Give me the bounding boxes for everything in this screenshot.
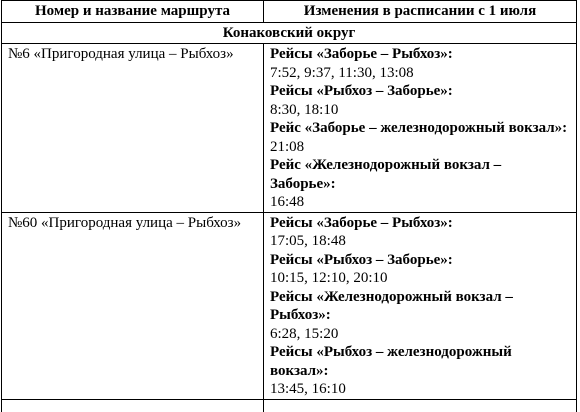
trip-title: Рейс «Заборье – железнодорожный вокзал»: [270,120,568,136]
table-row-continuation [2,399,577,412]
header-changes: Изменения в расписании с 1 июля [264,1,577,23]
trip-title: Рейсы «Рыбхоз – Заборье»: [270,83,453,99]
header-route: Номер и название маршрута [2,1,264,23]
table-row [2,212,577,399]
trip-title: Рейс «Железнодорожный вокзал – Заборье»: [270,157,502,192]
district-name: Конаковский округ [2,22,577,44]
trip-times: 17:05, 18:48 [270,233,346,249]
trip-times: 21:08 [270,138,305,155]
table-row [2,44,577,213]
trip-title: Рейсы «Железнодорожный вокзал – Рыбхоз»: [270,288,513,323]
trip-times: 10:15, 12:10, 20:10 [270,270,388,286]
route-changes [264,44,577,213]
route-name: №6 «Пригородная улица – Рыбхоз» [2,44,264,213]
trip-times: 8:30, 18:10 [270,101,339,118]
header-row [2,1,577,23]
trip-times: 7:52, 9:37, 11:30, 13:08 [270,64,414,81]
route-name: №60 «Пригородная улица – Рыбхоз» [2,212,264,399]
trip-times: 16:48 [270,194,305,210]
trip-times: 6:28, 15:20 [270,325,339,342]
district-row [2,22,577,44]
trip-title: Рейсы «Заборье – Рыбхоз»: [270,214,453,231]
trip-times: 13:45, 16:10 [270,381,346,397]
empty-cell [2,399,264,412]
trip-title: Рейсы «Рыбхоз – железнодорожный вокзал»: [270,344,512,379]
trip-title: Рейсы «Заборье – Рыбхоз»: [270,46,453,62]
route-changes [264,212,577,399]
schedule-table [1,0,577,412]
empty-cell [264,399,577,412]
trip-title: Рейсы «Рыбхоз – Заборье»: [270,251,453,268]
